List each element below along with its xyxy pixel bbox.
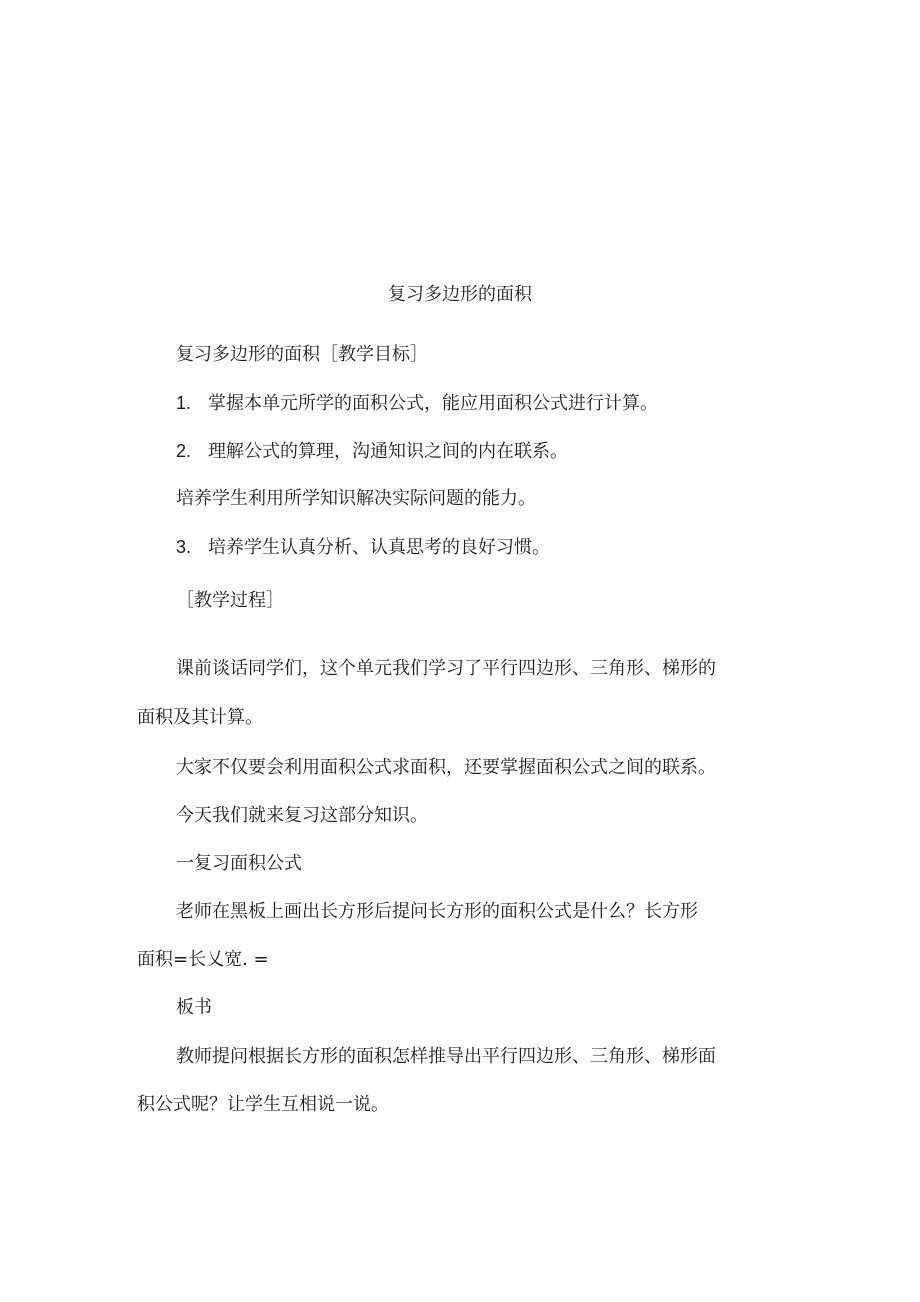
objective-text: 理解公式的算理，沟通知识之间的内在联系。 [208,441,568,462]
objective-item-1 [176,391,658,416]
objective-number: 2. [176,441,192,461]
document-title: 复习多边形的面积 [388,284,532,305]
paragraph-teacher2-line-2: 积公式呢？让学生互相说一说。 [137,1094,389,1115]
paragraph-intro-line-1: 课前谈话同学们，这个单元我们学习了平行四边形、三角形、梯形的 [176,658,716,679]
paragraph-2: 大家不仅要会利用面积公式求面积，还要掌握面积公式之间的联系。 [176,757,716,778]
objective-note: 培养学生利用所学知识解决实际问题的能力。 [176,488,536,509]
section-heading-process: ［教学过程］ [176,590,284,611]
objective-text: 培养学生认真分析、认真思考的良好习惯。 [208,537,550,558]
objective-number: 1. [176,393,192,413]
objective-text: 掌握本单元所学的面积公式，能应用面积公式进行计算。 [208,393,658,414]
paragraph-teacher-line-2: 面积=长乂宽. = [137,949,269,970]
objective-item-3 [176,535,550,560]
paragraph-teacher2-line-1: 教师提问根据长方形的面积怎样推导出平行四边形、三角形、梯形面 [176,1046,716,1067]
objective-item-2 [176,439,568,464]
section-heading-review: 一复习面积公式 [176,853,302,874]
section-heading-objectives: 复习多边形的面积［教学目标］ [176,344,428,365]
paragraph-teacher-line-1: 老师在黑板上画出长方形后提问长方形的面积公式是什么？长方形 [176,901,698,922]
paragraph-3: 今天我们就来复习这部分知识。 [176,805,428,826]
paragraph-intro-line-2: 面积及其计算。 [137,707,263,728]
objective-number: 3. [176,537,192,557]
board-note: 板书 [176,997,212,1018]
